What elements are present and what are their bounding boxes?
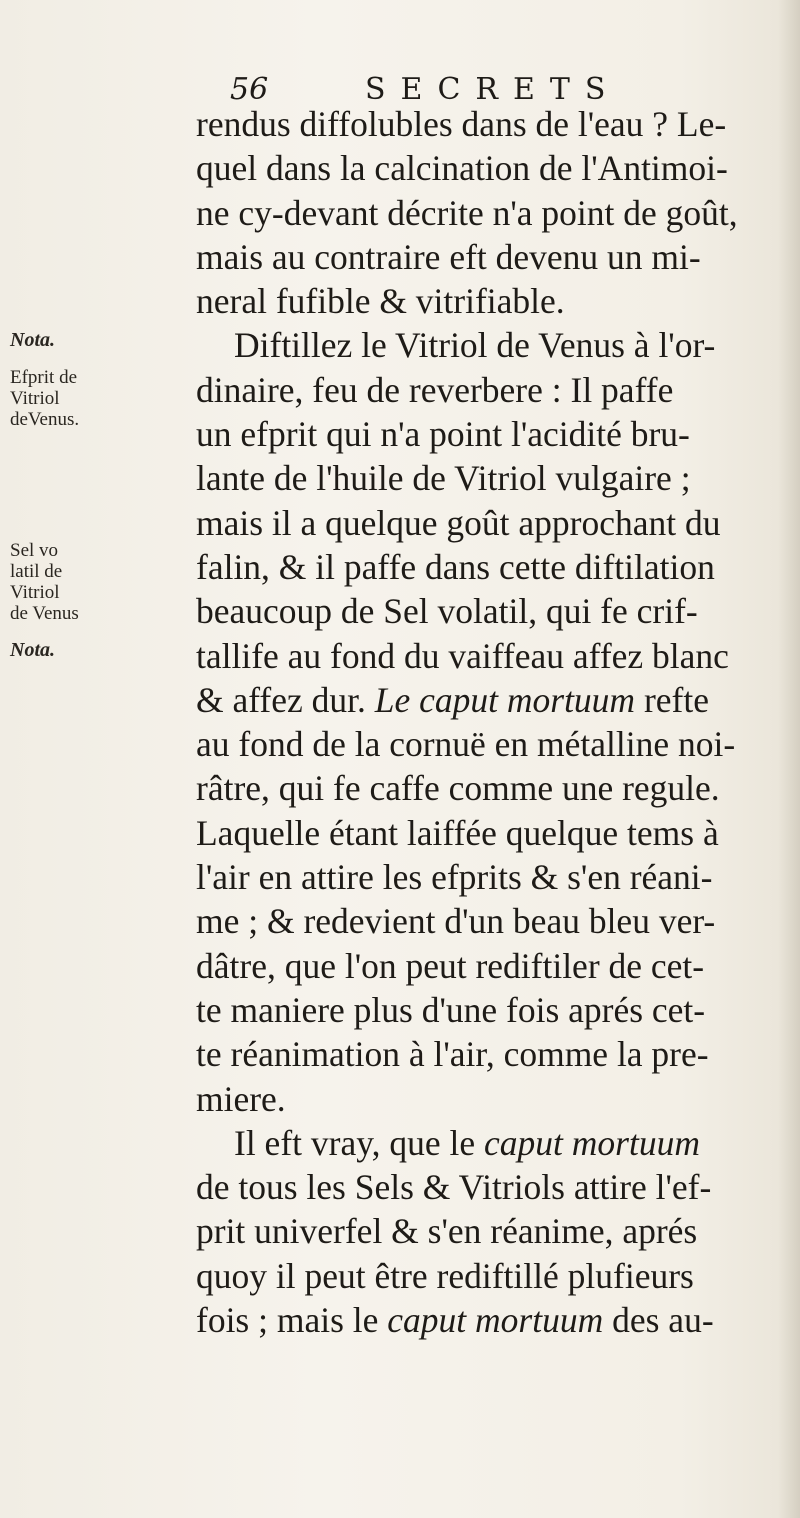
text-line: beaucoup de Sel volatil, qui fe crif- (196, 591, 698, 632)
text-line: dâtre, que l'on peut rediftiler de cet- (196, 945, 705, 986)
text-line: un efprit qui n'a point l'acidité bru- (196, 414, 690, 455)
text-line: neral fufible & vitrifiable. (196, 281, 565, 322)
text-line: l'air en attire les efprits & s'en réani- (196, 857, 713, 898)
text-line: au fond de la cornuë en métalline noi- (196, 724, 736, 765)
page-number: 56 (230, 72, 269, 107)
text-line: fois ; mais le caput mortuum des au- (196, 1300, 714, 1341)
margin-note-esprit-de-vitriol: Efprit de Vitriol deVenus. (10, 367, 80, 430)
text-line: Il eft vray, que le caput mortuum (234, 1122, 700, 1163)
text-line: te réanimation à l'air, comme la pre- (196, 1034, 709, 1075)
text-line: Diftillez le Vitriol de Venus à l'or- (234, 325, 716, 366)
text-line: miere. (196, 1078, 286, 1119)
text-line: mais au contraire eft devenu un mi- (196, 236, 701, 277)
text-line: ne cy-devant décrite n'a point de goût, (196, 192, 738, 233)
text-line: me ; & redevient d'un beau bleu ver- (196, 901, 716, 942)
text-line: de tous les Sels & Vitriols attire l'ef- (196, 1167, 712, 1208)
text-line: prit univerfel & s'en réanime, aprés (196, 1211, 698, 1252)
text-line: quel dans la calcination de l'Antimoi- (196, 148, 728, 189)
text-line: falin, & il paffe dans cette diftilation (196, 546, 715, 587)
text-line: râtre, qui fe caffe comme une regule. (196, 768, 720, 809)
text-line: & affez dur. Le caput mortuum refte (196, 679, 709, 720)
text-line: dinaire, feu de reverbere : Il paffe (196, 369, 674, 410)
text-line: tallife au fond du vaiffeau affez blanc (196, 635, 729, 676)
text-line: quoy il peut être rediftillé plufieurs (196, 1255, 694, 1296)
text-line: Laquelle étant laiffée quelque tems à (196, 812, 719, 853)
italic-caput-mortuum: Le caput mortuum (374, 679, 636, 720)
margin-note-sel-volatil: Sel vo latil de Vitriol de Venus (10, 540, 79, 624)
margin-note-nota-2: Nota. (10, 639, 55, 661)
margin-note-nota-1: Nota. (10, 329, 55, 351)
text-line: lante de l'huile de Vitriol vulgaire ; (196, 458, 691, 499)
text-line: te maniere plus d'une fois aprés cet- (196, 989, 706, 1030)
text-line: mais il a quelque goût approchant du (196, 502, 721, 543)
italic-caput-mortuum: caput mortuum (387, 1300, 604, 1341)
body-text (196, 102, 794, 1342)
running-title: SECRETS (365, 72, 621, 107)
italic-caput-mortuum: caput mortuum (484, 1122, 700, 1163)
text-line: rendus diffolubles dans de l'eau ? Le- (196, 104, 727, 144)
